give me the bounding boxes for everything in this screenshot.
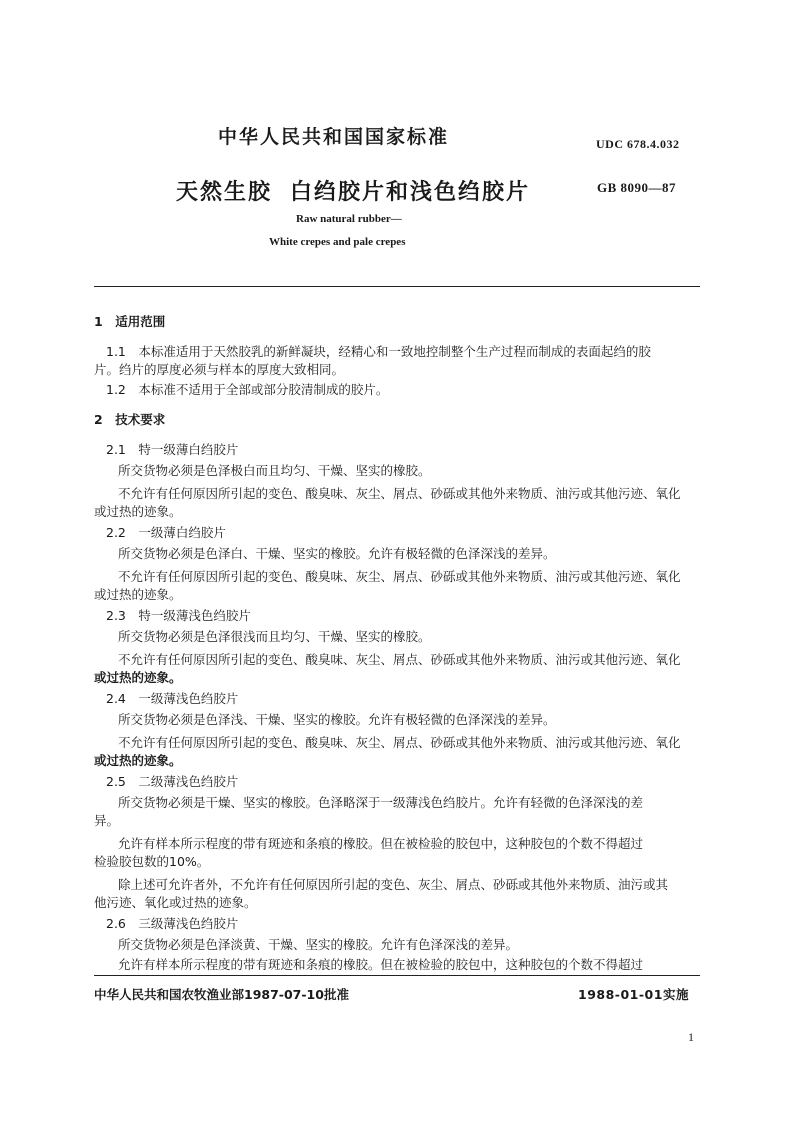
clause-2-4-title: 2.4 一级薄浅色绉胶片 (106, 691, 239, 706)
clause-2-3-para2-line2: 或过热的迹象。 (94, 670, 182, 685)
gb-number: GB 8090—87 (597, 180, 677, 195)
clause-2-5-para2-line1: 允许有样本所示程度的带有斑迹和条痕的橡胶。但在被检验的胶包中，这种胶包的个数不得超过 (118, 836, 644, 851)
document-title-en-line2: White crepes and pale crepes (269, 236, 406, 248)
clause-2-2-title: 2.2 一级薄白绉胶片 (106, 525, 226, 540)
header-divider (94, 286, 700, 287)
clause-2-3-para2-line1: 不允许有任何原因所引起的变色、酸臭味、灰尘、屑点、砂砾或其他外来物质、油污或其他污迹、氧化 (118, 652, 681, 667)
clause-1-2: 1.2 本标准不适用于全部或部分胶清制成的胶片。 (106, 382, 389, 397)
approval-line: 中华人民共和国农牧渔业部1987-07-10批准 (94, 987, 349, 1002)
clause-2-5-para3-line2: 他污迹、氧化或过热的迹象。 (94, 895, 257, 910)
clause-2-6-para2-line1: 允许有样本所示程度的带有斑迹和条痕的橡胶。但在被检验的胶包中，这种胶包的个数不得超过 (118, 957, 644, 972)
standard-name: 中华人民共和国国家标准 (218, 126, 450, 148)
clause-2-2-para2-line2: 或过热的迹象。 (94, 587, 182, 602)
udc-code: UDC 678.4.032 (596, 137, 680, 151)
footer-divider (94, 975, 700, 976)
clause-2-4-para2-line1: 不允许有任何原因所引起的变色、酸臭味、灰尘、屑点、砂砾或其他外来物质、油污或其他污迹、氧化 (118, 735, 681, 750)
clause-2-1-para1: 所交货物必须是色泽极白而且均匀、干燥、坚实的橡胶。 (118, 463, 431, 478)
clause-2-2-para1: 所交货物必须是色泽白、干燥、坚实的橡胶。允许有极轻微的色泽深浅的差异。 (118, 546, 556, 561)
clause-2-1-title: 2.1 特一级薄白绉胶片 (106, 442, 239, 457)
clause-2-5-para3-line1: 除上述可允许者外，不允许有任何原因所引起的变色、灰尘、屑点、砂砾或其他外来物质、油污或其 (118, 877, 669, 892)
clause-2-4-para1: 所交货物必须是色泽浅、干燥、坚实的橡胶。允许有极轻微的色泽深浅的差异。 (118, 712, 556, 727)
clause-1-1-line1: 1.1 本标准适用于天然胶乳的新鲜凝块，经精心和一致地控制整个生产过程而制成的表面起绉的胶 (106, 344, 651, 359)
clause-2-2-para2-line1: 不允许有任何原因所引起的变色、酸臭味、灰尘、屑点、砂砾或其他外来物质、油污或其他污迹、氧化 (118, 569, 681, 584)
title-part-2: 白绉胶片和浅色绉胶片 (290, 180, 531, 205)
implementation-date: 1988-01-01实施 (578, 987, 689, 1002)
section-1-heading: 1 适用范围 (94, 314, 166, 329)
clause-2-5-para1-line1: 所交货物必须是干燥、坚实的橡胶。色泽略深于一级薄浅色绉胶片。允许有轻微的色泽深浅的差 (118, 795, 644, 810)
clause-2-3-title: 2.3 特一级薄浅色绉胶片 (106, 608, 251, 623)
clause-2-3-para1: 所交货物必须是色泽很浅而且均匀、干燥、坚实的橡胶。 (118, 629, 431, 644)
clause-2-5-para1-line2: 异。 (94, 813, 120, 828)
clause-2-1-para2-line2: 或过热的迹象。 (94, 504, 182, 519)
clause-2-5-title: 2.5 二级薄浅色绉胶片 (106, 774, 239, 789)
clause-1-1-line2: 片。绉片的厚度必须与样本的厚度大致相同。 (94, 362, 345, 377)
section-2-heading: 2 技术要求 (94, 412, 166, 427)
document-title-en-line1: Raw natural rubber— (296, 213, 402, 225)
clause-2-5-para2-line2: 检验胶包数的10%。 (94, 854, 210, 869)
clause-2-6-para1: 所交货物必须是色泽淡黄、干燥、坚实的橡胶。允许有色泽深浅的差异。 (118, 937, 519, 952)
clause-2-6-title: 2.6 三级薄浅色绉胶片 (106, 916, 239, 931)
clause-2-4-para2-line2: 或过热的迹象。 (94, 753, 182, 768)
clause-2-1-para2-line1: 不允许有任何原因所引起的变色、酸臭味、灰尘、屑点、砂砾或其他外来物质、油污或其他污迹、氧化 (118, 486, 681, 501)
document-title-cn (176, 175, 530, 206)
title-part-1: 天然生胶 (176, 180, 273, 205)
page-number: 1 (688, 1030, 694, 1044)
